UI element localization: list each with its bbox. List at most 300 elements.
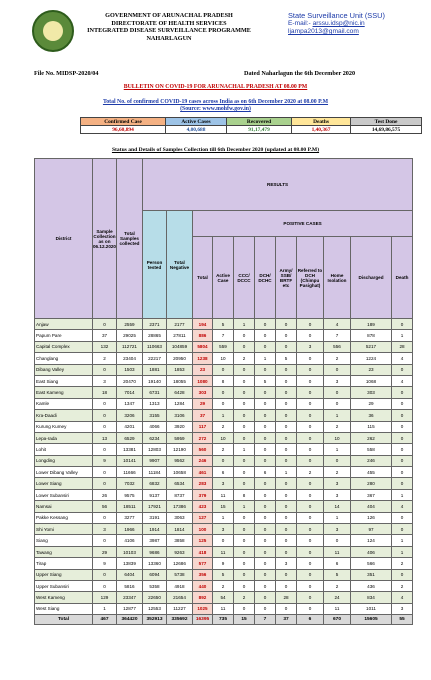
table-cell: 3277 [117, 512, 143, 523]
table-row [35, 501, 413, 512]
table-cell: 125 [193, 535, 213, 546]
table-cell: 2 [213, 580, 234, 591]
table-cell: 11184 [143, 467, 167, 478]
table-cell: 11227 [167, 603, 193, 614]
table-cell: 303 [351, 387, 392, 398]
ssu-email-link-2[interactable]: ljampa2013@gmail.com [288, 28, 359, 36]
table-cell: 0 [324, 387, 351, 398]
col-referred: Referred to DCH (Chimpu Pasighat) [297, 237, 324, 319]
table-cell: 0 [297, 398, 324, 409]
table-cell: 0 [93, 580, 117, 591]
table-cell: 0 [255, 421, 276, 432]
table-cell: 22650 [143, 592, 167, 603]
district-name-cell: Tirap [35, 558, 93, 569]
col-home-isolation: Home Isolation [324, 237, 351, 319]
table-cell: 0 [297, 546, 324, 557]
table-cell: 0 [213, 364, 234, 375]
table-row [35, 353, 413, 364]
table-cell: 2 [324, 421, 351, 432]
table-cell: 22217 [143, 353, 167, 364]
table-cell: 3191 [143, 512, 167, 523]
table-cell: 4 [392, 592, 413, 603]
table-cell: 5816 [117, 580, 143, 591]
table-cell: 1 [324, 410, 351, 421]
table-cell: 7014 [117, 387, 143, 398]
table-cell: 1 [234, 444, 255, 455]
table-cell: 0 [324, 398, 351, 409]
district-name-cell: Pakke Kessang [35, 512, 93, 523]
table-cell: 0 [392, 421, 413, 432]
table-cell: 12686 [167, 558, 193, 569]
table-row [35, 603, 413, 614]
table-cell: 132 [93, 341, 117, 352]
district-status-table [34, 158, 413, 625]
table-cell: 0 [392, 387, 413, 398]
table-cell: 0 [276, 512, 297, 523]
table-cell: 17921 [143, 501, 167, 512]
district-name-cell: Papum Pare [35, 330, 93, 341]
col-total: Total [193, 237, 213, 319]
table-cell: 2 [213, 421, 234, 432]
table-cell: 2559 [117, 319, 143, 330]
table-cell: 2371 [143, 319, 167, 330]
table-cell: 0 [93, 364, 117, 375]
table-cell: 6 [213, 467, 234, 478]
table-cell: 1503 [117, 364, 143, 375]
district-name-cell: Upper Subansiri [35, 580, 93, 591]
table-cell: 0 [392, 455, 413, 466]
table-row [35, 444, 413, 455]
table-cell: 0 [297, 387, 324, 398]
table-cell: 124 [351, 535, 392, 546]
table-cell: 36 [351, 410, 392, 421]
district-name-cell: Lower Subansiri [35, 489, 93, 500]
table-cell: 0 [297, 432, 324, 443]
district-name-cell: Namsai [35, 501, 93, 512]
col-active-case: Active Case [213, 237, 234, 319]
table-cell: 455 [351, 467, 392, 478]
table-cell: 0 [255, 478, 276, 489]
district-name-cell: Upper Siang [35, 569, 93, 580]
table-cell: 0 [93, 512, 117, 523]
table-cell: 3 [324, 489, 351, 500]
table-cell: 0 [255, 558, 276, 569]
total-cell: 467 [93, 615, 117, 625]
bulletin-title: BULLETIN ON COVID-19 FOR ARUNACHAL PRADESH AT 08.00 PM [123, 84, 308, 90]
table-cell: 1 [213, 410, 234, 421]
table-cell: 8 [213, 375, 234, 386]
table-cell: 1 [213, 512, 234, 523]
table-cell: 440 [193, 580, 213, 591]
table-cell: 0 [276, 489, 297, 500]
table-cell: 1 [392, 489, 413, 500]
table-cell: 4 [392, 353, 413, 364]
total-cell: 670 [324, 615, 351, 625]
table-row [35, 387, 413, 398]
ssu-contact: State Surveillance Unit (SSU) E-mail:- arssu.idsp@nic.in ljampa2013@gmail.com [288, 11, 385, 36]
table-row [35, 580, 413, 591]
table-cell: 0 [392, 569, 413, 580]
table-cell: 558 [351, 444, 392, 455]
table-row [35, 364, 413, 375]
table-cell: 1 [324, 444, 351, 455]
table-row [35, 592, 413, 603]
table-cell: 886 [193, 330, 213, 341]
table-row [35, 341, 413, 352]
col-ccc-dccc: CCC/ DCCC [234, 237, 255, 319]
table-cell: 11 [324, 603, 351, 614]
arunachal-emblem-icon [32, 10, 74, 52]
table-cell: 10 [213, 432, 234, 443]
table-cell: 115 [351, 421, 392, 432]
table-row [35, 478, 413, 489]
table-cell: 13839 [117, 558, 143, 569]
table-cell: 112721 [117, 341, 143, 352]
total-cell: 15 [234, 615, 255, 625]
table-cell: 1284 [167, 398, 193, 409]
table-cell: 9562 [167, 455, 193, 466]
table-cell: 3 [324, 478, 351, 489]
total-label-cell: Total [35, 615, 93, 625]
table-cell: 0 [93, 410, 117, 421]
table-cell: 0 [297, 421, 324, 432]
table-cell: 28865 [143, 330, 167, 341]
table-cell: 0 [255, 592, 276, 603]
table-cell: 1814 [167, 524, 193, 535]
table-cell: 0 [297, 353, 324, 364]
summary-value-cell: 96,60,894 [81, 126, 166, 134]
table-cell: 4201 [117, 421, 143, 432]
table-cell: 3858 [167, 535, 193, 546]
table-cell: 3063 [167, 512, 193, 523]
table-cell: 556 [324, 341, 351, 352]
table-cell: 0 [234, 603, 255, 614]
table-cell: 9 [93, 558, 117, 569]
district-name-cell: Capital Complex [35, 341, 93, 352]
source-link[interactable]: (Source: www.mohfw.gov.in) [180, 106, 251, 112]
table-cell: 2 [234, 592, 255, 603]
table-cell: 5 [324, 569, 351, 580]
col-dch-dchc: DCH/ DCHC [255, 237, 276, 319]
table-cell: 0 [297, 592, 324, 603]
table-cell: 0 [213, 535, 234, 546]
table-cell: 379 [193, 489, 213, 500]
table-cell: 0 [276, 535, 297, 546]
district-name-cell: West Kameng [35, 592, 93, 603]
table-cell: 10658 [167, 467, 193, 478]
table-cell: 9686 [143, 546, 167, 557]
ssu-email-link[interactable]: arssu.idsp@nic.in [312, 20, 365, 28]
table-cell: 194 [193, 319, 213, 330]
district-name-cell: Longding [35, 455, 93, 466]
table-cell: 18055 [167, 375, 193, 386]
table-cell: 0 [297, 535, 324, 546]
table-cell: 37 [193, 410, 213, 421]
table-cell: 0 [234, 546, 255, 557]
table-cell: 29 [93, 546, 117, 557]
table-cell: 0 [255, 398, 276, 409]
district-name-cell: East Siang [35, 375, 93, 386]
table-cell: 0 [297, 558, 324, 569]
table-cell: 1966 [117, 524, 143, 535]
table-cell: 0 [276, 444, 297, 455]
summary-value-cell: 91,17,479 [227, 126, 292, 134]
table-cell: 12803 [143, 444, 167, 455]
table-cell: 4 [324, 319, 351, 330]
table-cell: 0 [93, 421, 117, 432]
table-cell: 0 [392, 478, 413, 489]
table-cell: 0 [297, 478, 324, 489]
summary-value-cell: 14,69,86,575 [351, 126, 422, 134]
table-cell: 5738 [167, 569, 193, 580]
table-cell: 566 [351, 558, 392, 569]
table-cell: 5 [276, 353, 297, 364]
table-cell: 12553 [143, 603, 167, 614]
table-cell: 404 [351, 501, 392, 512]
table-cell: 0 [234, 512, 255, 523]
table-cell: 0 [297, 569, 324, 580]
table-cell: 0 [93, 467, 117, 478]
table-cell: 18511 [117, 501, 143, 512]
table-cell: 418 [193, 546, 213, 557]
table-row [35, 421, 413, 432]
table-cell: 283 [193, 478, 213, 489]
table-cell: 20950 [167, 353, 193, 364]
table-cell: 13381 [117, 444, 143, 455]
table-cell: 0 [255, 580, 276, 591]
table-cell: 1 [392, 535, 413, 546]
table-cell: 262 [351, 432, 392, 443]
table-cell: 0 [234, 478, 255, 489]
table-cell: 1068 [351, 375, 392, 386]
table-cell: 11 [213, 603, 234, 614]
table-cell: 5358 [143, 580, 167, 591]
table-cell: 28 [276, 592, 297, 603]
table-cell: 0 [297, 603, 324, 614]
table-row [35, 432, 413, 443]
table-cell: 3920 [167, 421, 193, 432]
table-cell: 0 [276, 410, 297, 421]
district-name-cell: West Siang [35, 603, 93, 614]
table-cell: 0 [276, 603, 297, 614]
table-cell: 6529 [117, 432, 143, 443]
table-cell: 3106 [167, 410, 193, 421]
table-cell: 11 [324, 546, 351, 557]
table-cell: 23404 [117, 353, 143, 364]
table-cell: 0 [234, 455, 255, 466]
table-cell: 126 [351, 512, 392, 523]
table-row [35, 489, 413, 500]
table-cell: 104859 [167, 341, 193, 352]
table-cell: 5959 [167, 432, 193, 443]
table-cell: 0 [276, 364, 297, 375]
district-name-cell: Shi Yomi [35, 524, 93, 535]
table-cell: 0 [234, 580, 255, 591]
total-cell: 364420 [117, 615, 143, 625]
table-cell: 0 [234, 387, 255, 398]
table-row [35, 535, 413, 546]
table-cell: 14 [324, 501, 351, 512]
table-cell: 2 [297, 467, 324, 478]
table-cell: 7 [324, 330, 351, 341]
table-cell: 0 [93, 569, 117, 580]
district-name-cell: Lohit [35, 444, 93, 455]
india-total-heading: Total No. of confirmed COVID-19 cases across India as on 6th December 2020 at 08.00 P.M (Source: www.mohfw.gov.in) [0, 99, 431, 113]
table-cell: 6 [324, 558, 351, 569]
table-cell: 0 [234, 410, 255, 421]
table-cell: 4918 [167, 580, 193, 591]
table-row [35, 330, 413, 341]
total-cell: 7 [255, 615, 276, 625]
table-cell: 2 [213, 444, 234, 455]
district-name-cell: Lower Siang [35, 478, 93, 489]
total-cell: 735 [213, 615, 234, 625]
table-cell: 6832 [143, 478, 167, 489]
table-cell: 246 [193, 455, 213, 466]
table-cell: 1313 [143, 398, 167, 409]
table-cell: 3 [324, 524, 351, 535]
table-cell: 0 [276, 341, 297, 352]
table-cell: 0 [255, 330, 276, 341]
summary-header-cell: Active Cases [166, 118, 227, 126]
table-cell: 0 [392, 398, 413, 409]
table-cell: 0 [213, 387, 234, 398]
table-cell: 0 [234, 375, 255, 386]
table-cell: 0 [255, 489, 276, 500]
table-cell: 5 [213, 319, 234, 330]
table-cell: 0 [392, 319, 413, 330]
total-cell: 37 [276, 615, 297, 625]
district-name-cell: Changlang [35, 353, 93, 364]
table-cell: 0 [324, 535, 351, 546]
table-cell: 9907 [143, 455, 167, 466]
table-cell: 2 [392, 580, 413, 591]
table-cell: 7 [213, 330, 234, 341]
table-cell: 9 [213, 558, 234, 569]
table-cell: 1 [392, 546, 413, 557]
table-cell: 189 [351, 319, 392, 330]
table-cell: 0 [255, 387, 276, 398]
table-cell: 559 [213, 341, 234, 352]
total-cell: 16395 [193, 615, 213, 625]
district-name-cell: East Kameng [35, 387, 93, 398]
table-cell: 0 [392, 364, 413, 375]
table-cell: 100 [193, 524, 213, 535]
table-cell: 0 [255, 546, 276, 557]
table-cell: 0 [392, 467, 413, 478]
table-row [35, 524, 413, 535]
table-cell: 0 [297, 330, 324, 341]
district-name-cell: Siang [35, 535, 93, 546]
table-cell: 0 [93, 398, 117, 409]
table-cell: 17386 [167, 501, 193, 512]
table-row [35, 512, 413, 523]
table-cell: 0 [93, 319, 117, 330]
table-cell: 6404 [117, 569, 143, 580]
table-cell: 3 [213, 524, 234, 535]
table-cell: 1238 [193, 353, 213, 364]
table-cell: 0 [297, 580, 324, 591]
table-cell: 4066 [143, 421, 167, 432]
table-cell: 0 [297, 375, 324, 386]
table-cell: 356 [193, 569, 213, 580]
table-cell: 0 [255, 455, 276, 466]
table-cell: 3206 [117, 410, 143, 421]
summary-header-cell: Test Done [351, 118, 422, 126]
table-cell: 0 [255, 444, 276, 455]
col-results: RESULTS [143, 159, 413, 211]
table-cell: 1 [324, 512, 351, 523]
table-cell: 0 [234, 432, 255, 443]
table-cell: 5 [255, 375, 276, 386]
col-sample-collection: Sample Collection as on 06.12.2020 [93, 159, 117, 319]
table-cell: 0 [213, 455, 234, 466]
table-cell: 20470 [117, 375, 143, 386]
table-cell: 21654 [167, 592, 193, 603]
table-cell: 0 [234, 558, 255, 569]
summary-header-cell: Confirmed Case [81, 118, 166, 126]
table-cell: 0 [392, 410, 413, 421]
total-cell: 55 [392, 615, 413, 625]
table-cell: 3 [324, 375, 351, 386]
table-cell: 0 [93, 535, 117, 546]
table-cell: 9263 [167, 546, 193, 557]
table-cell: 0 [297, 455, 324, 466]
table-cell: 3 [297, 341, 324, 352]
table-cell: 54 [213, 592, 234, 603]
table-cell: 27811 [167, 330, 193, 341]
table-cell: 1347 [117, 398, 143, 409]
table-cell: 4 [392, 501, 413, 512]
table-cell: 1 [276, 467, 297, 478]
government-heading: GOVERNMENT OF ARUNACHAL PRADESH DIRECTORATE OF HEALTH SERVICES INTEGRATED DISEASE SURVEILLANCE PROGRAMME NAHARLAGUN [87, 12, 251, 42]
table-cell: 1 [93, 603, 117, 614]
table-cell: 1011 [351, 603, 392, 614]
table-cell: 0 [276, 580, 297, 591]
table-cell: 12877 [117, 603, 143, 614]
table-cell: 5 [213, 569, 234, 580]
table-cell: 2 [324, 353, 351, 364]
table-cell: 6 [255, 467, 276, 478]
table-cell: 3987 [143, 535, 167, 546]
table-cell: 10141 [117, 455, 143, 466]
district-name-cell: Tawang [35, 546, 93, 557]
table-cell: 3155 [143, 410, 167, 421]
table-cell: 7032 [117, 478, 143, 489]
table-cell: 0 [93, 444, 117, 455]
table-cell: 0 [392, 432, 413, 443]
file-number: File No. MIDSP-2020/04 [34, 70, 99, 77]
table-cell: 0 [276, 432, 297, 443]
table-cell: 560 [193, 444, 213, 455]
summary-value-cell: 4,00,688 [166, 126, 227, 134]
table-cell: 0 [255, 603, 276, 614]
table-cell: 18 [93, 387, 117, 398]
table-cell: 0 [234, 398, 255, 409]
table-cell: 0 [276, 546, 297, 557]
table-cell: 0 [392, 524, 413, 535]
table-row [35, 569, 413, 580]
table-cell: 0 [276, 398, 297, 409]
table-cell: 24 [324, 592, 351, 603]
status-title: Status and Details of Samples Collection till 6th December 2020 (updated at 08.00 P.M) [111, 147, 320, 153]
table-cell: 11 [213, 489, 234, 500]
table-cell: 23 [193, 364, 213, 375]
table-cell: 0 [93, 478, 117, 489]
table-cell: 2 [324, 467, 351, 478]
table-cell: 436 [351, 580, 392, 591]
table-cell: 0 [297, 364, 324, 375]
